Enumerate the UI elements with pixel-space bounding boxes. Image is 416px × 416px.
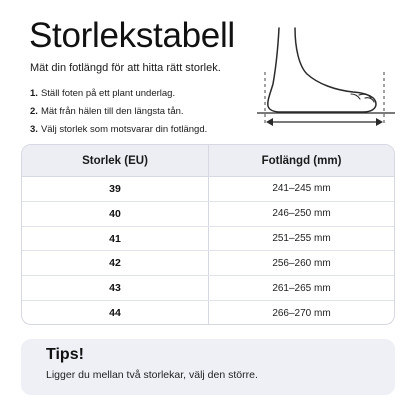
size-cell: 43 xyxy=(22,276,209,300)
tips-title: Tips! xyxy=(46,346,84,363)
arrow-right-head xyxy=(376,118,383,126)
table-row xyxy=(22,227,394,252)
column-header-size: Storlek (EU) xyxy=(22,145,209,176)
foot-measure-icon xyxy=(255,22,397,136)
step-number: 2. xyxy=(30,106,38,117)
step-number: 3. xyxy=(30,124,38,135)
size-cell: 42 xyxy=(22,251,209,275)
tips-box xyxy=(21,339,395,395)
size-cell: 41 xyxy=(22,227,209,251)
table-header xyxy=(22,145,394,177)
table-row xyxy=(22,276,394,301)
table-body xyxy=(22,177,394,325)
size-cell: 44 xyxy=(22,301,209,325)
length-cell: 256–260 mm xyxy=(272,257,331,269)
arrow-left-head xyxy=(266,118,273,126)
step-item xyxy=(30,85,207,103)
step-text: Mät från hälen till den längsta tån. xyxy=(40,106,184,117)
step-item xyxy=(30,103,207,121)
page-title: Storlekstabell xyxy=(29,16,235,55)
step-text: Välj storlek som motsvarar din fotlängd. xyxy=(40,124,208,135)
tips-text: Ligger du mellan två storlekar, välj den större. xyxy=(46,369,258,381)
column-header-length: Fotlängd (mm) xyxy=(261,154,342,167)
length-cell: 266–270 mm xyxy=(272,307,331,319)
table-row xyxy=(22,301,394,325)
table-row xyxy=(22,177,394,202)
size-table xyxy=(21,144,395,325)
length-cell: 246–250 mm xyxy=(272,208,331,220)
instruction-steps xyxy=(30,85,207,139)
size-cell: 40 xyxy=(22,202,209,226)
step-number: 1. xyxy=(30,88,38,99)
length-cell: 241–245 mm xyxy=(272,183,331,195)
step-text: Ställ foten på ett plant underlag. xyxy=(40,88,176,99)
size-cell: 39 xyxy=(22,177,209,201)
table-row xyxy=(22,202,394,227)
length-cell: 251–255 mm xyxy=(272,233,331,245)
length-cell: 261–265 mm xyxy=(272,282,331,294)
page-subtitle: Mät din fotlängd för att hitta rätt storlek. xyxy=(30,62,221,74)
table-row xyxy=(22,251,394,276)
step-item xyxy=(30,121,207,139)
